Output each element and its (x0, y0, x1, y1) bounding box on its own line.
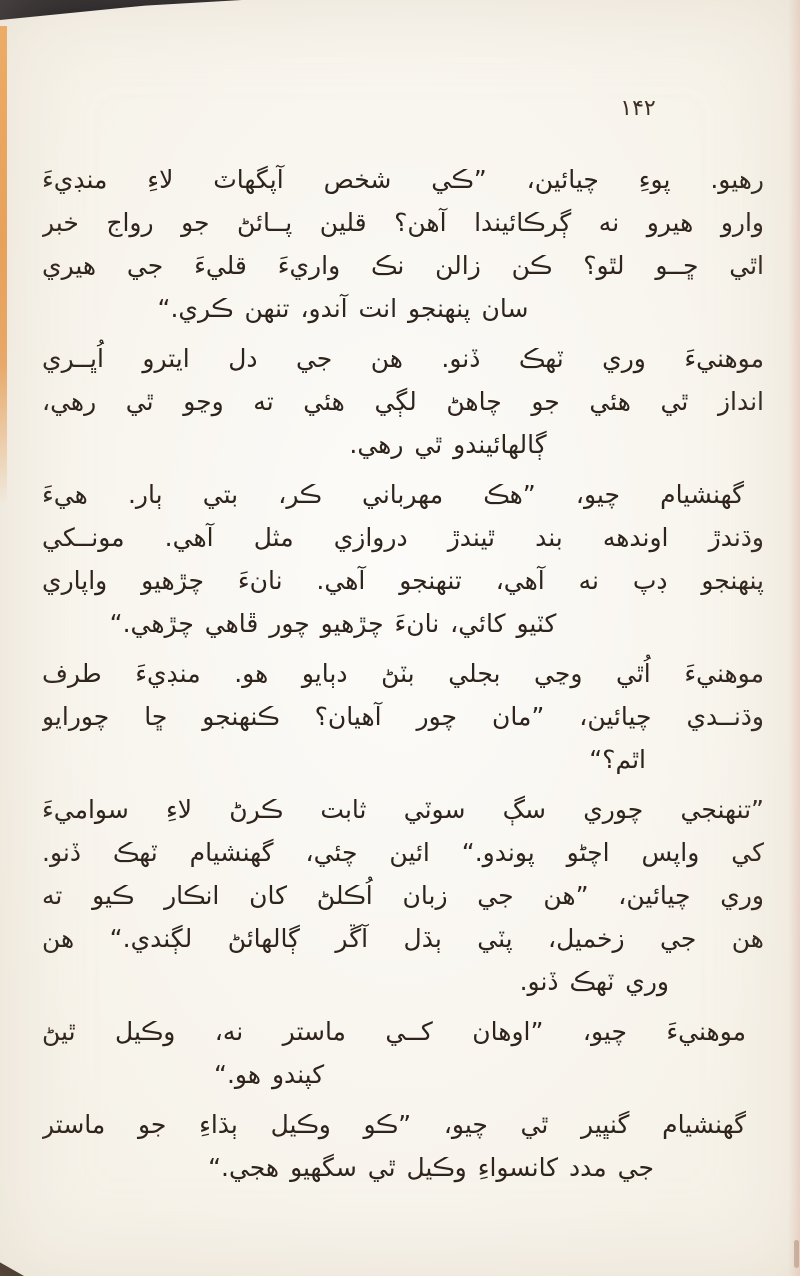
text-line: وري چيائين، ”هن جي زبان اُڪلڻ کان انڪار ڪيو ته (42, 881, 764, 910)
text-line: موهنيءَ اُٿي وڃي بجلي بٽڻ دٻايو هو. منڊيءَ طرف (42, 659, 764, 688)
text-line: موهنيءَ چيو، ”اوهان کــي ماستر نه، وڪيل ٿيڻ (42, 1017, 746, 1046)
scan-mark-bottom-right (794, 1240, 799, 1268)
paragraph (42, 337, 764, 466)
scan-shadow-corner-bottom-left (0, 1260, 24, 1276)
paragraph (42, 652, 764, 781)
text-line: ”تنهنجي چوري سڳ سوٽي ثابت ڪرڻ لاءِ سواميءَ (42, 795, 764, 824)
scan-shadow-corner-top-left (0, 0, 242, 20)
page-edge-orange-strip (0, 26, 7, 506)
text-line: پنهنجو ڊپ نه آهي، تنهنجو آهي. نانءَ چڙهيو واپاري (42, 566, 764, 595)
text-line: وڌندڙ اوندهه بند ٿيندڙ دروازي مثل آهي. مونــکي (42, 523, 764, 552)
text-line: جي مدد کانسواءِ وڪيل ٿي سگهيو هجي.“ (208, 1153, 654, 1182)
text-line: کپندو هو.“ (214, 1060, 325, 1089)
paragraph (42, 788, 764, 1003)
text-line: وارو هيرو نه ڳرڪائيندا آهن؟ قلين پــائڻ جو رواج خبر (42, 208, 764, 237)
text-line: ڳالهائيندو ٿي رهي. (349, 430, 547, 459)
text-line: کي واپس اچڻو پوندو.“ ائين چئي، گهنشيام ٽهڪ ڏنو. (42, 838, 764, 867)
text-line: وري ٽهڪ ڏنو. (519, 967, 669, 996)
text-line: سان پنهنجو انت آندو، تنهن ڪري.“ (157, 294, 529, 323)
text-line: گهنشيام گنڀير ٿي چيو، ”ڪو وڪيل ٻڌاءِ جو ماستر (42, 1110, 746, 1139)
text-line: رهيو. پوءِ چيائين، ”ڪي شخص آپگهاٽ لاءِ منڊيءَ (42, 165, 764, 194)
text-line: انداز ٿي هئي جو چاهڻ لڳي هئي ته وڃو ٿي رهي، (42, 387, 764, 416)
text-line: اٿي ڇــو لٿو؟ ڪن زالن نڪ واريءَ قليءَ جي هيري (42, 251, 764, 280)
paragraph (42, 473, 764, 645)
text-line: اٿم؟“ (589, 745, 646, 774)
paragraph (42, 1010, 764, 1096)
text-line: وڌنــدي چيائين، ”مان چور آهيان؟ ڪنهنجو ڇا چورايو (42, 702, 764, 731)
paragraph (42, 158, 764, 330)
text-line: هن جي زخميل، پٽي ٻڌل آڱر ڳالهائڻ لڳندي.“ هن (42, 924, 764, 953)
scan-edge-pink-tint (788, 0, 800, 1276)
text-line: موهنيءَ وري ٽهڪ ڏنو. هن جي دل ايترو اُڀــري (42, 344, 764, 373)
text-line: کٽيو کائي، نانءَ چڙهيو چور ڦاهي چڙهي.“ (109, 609, 557, 638)
text-line: گهنشيام چيو، ”هڪ مهرباني ڪر، بتي ٻار. هيءَ (42, 480, 744, 509)
body-text (42, 158, 764, 1196)
paragraph (42, 1103, 764, 1189)
page-number: ۱۴۲ (620, 96, 656, 121)
